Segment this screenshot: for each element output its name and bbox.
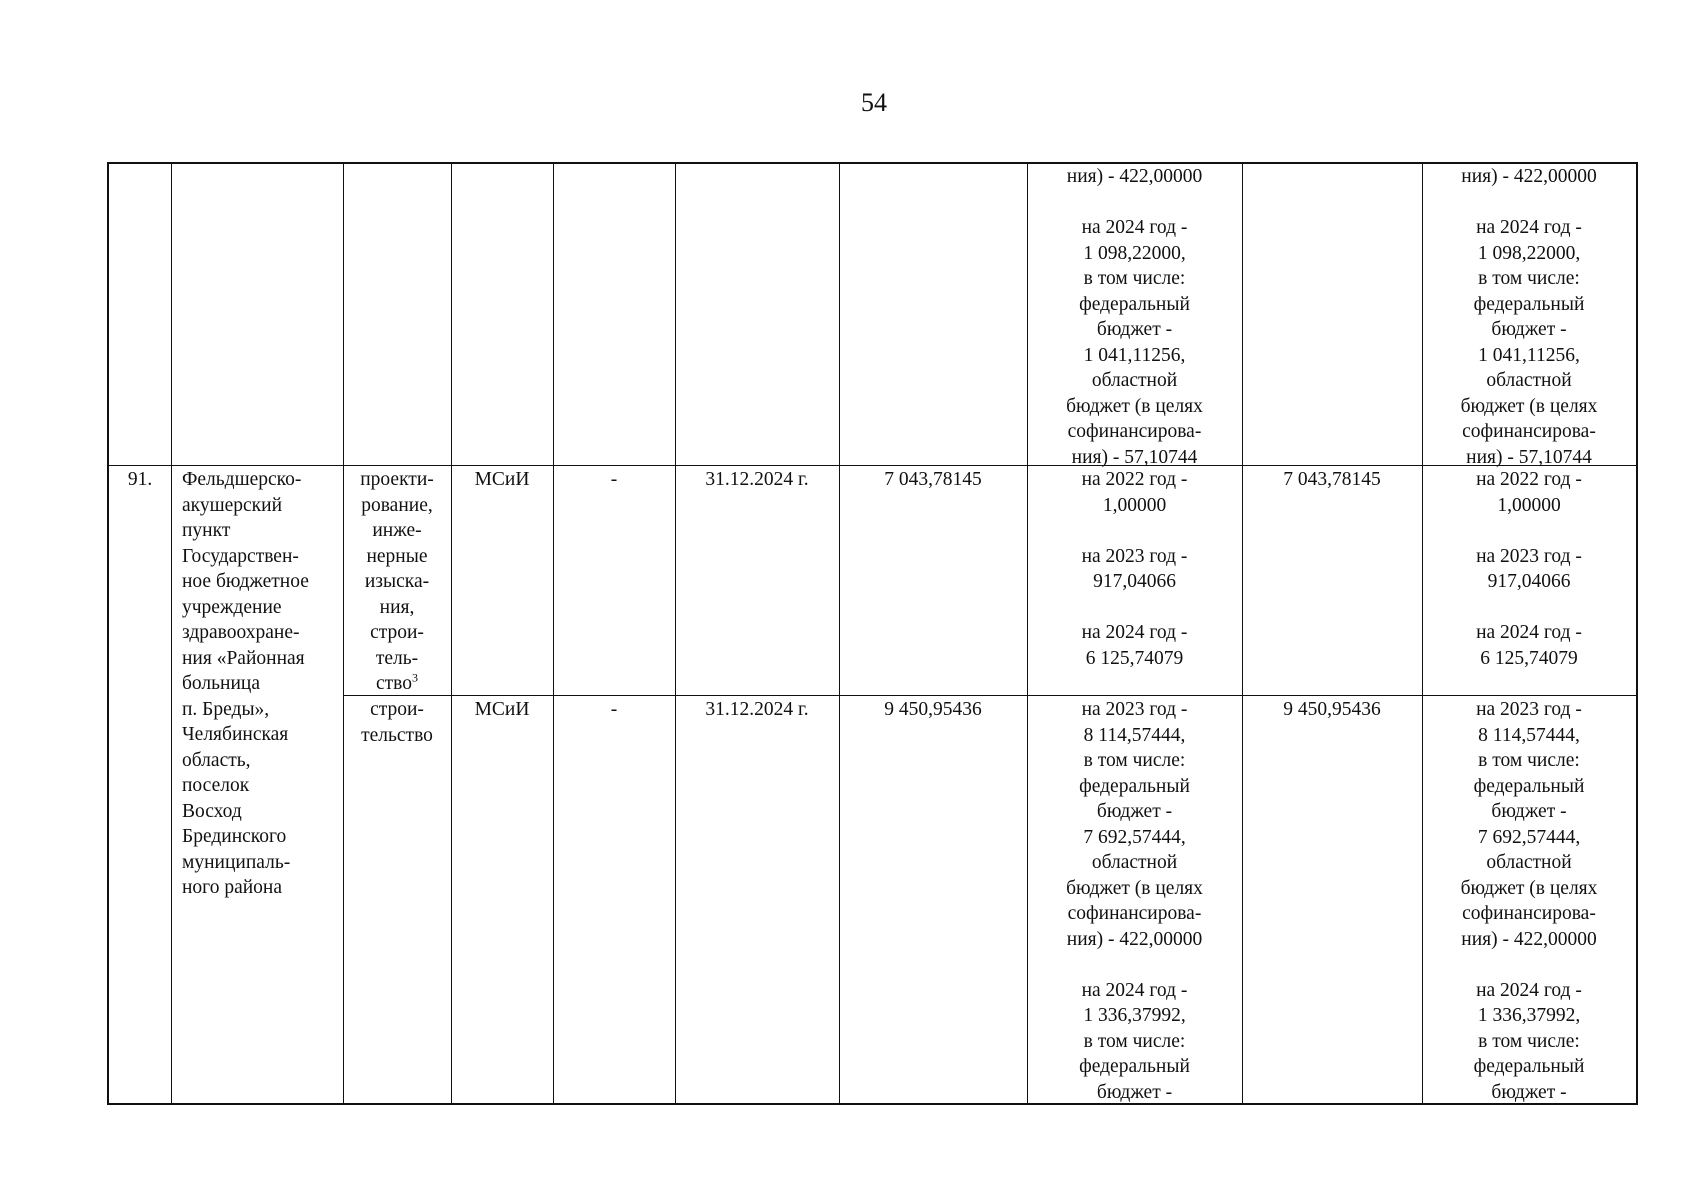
- item-number: 91.: [127, 469, 153, 490]
- customer-cell: МСиИ: [474, 699, 530, 720]
- continuation-financing-1: ния) - 422,00000 на 2024 год - 1 098,22000, в том числе: федеральный бюджет - 1 041,11256, областной бюджет (в целях софинансирова- ния) - 57,10744: [1066, 166, 1203, 468]
- footnote-mark: 3: [412, 670, 418, 685]
- financing-cell-1: на 2022 год - 1,00000 на 2023 год - 917,04066 на 2024 год - 6 125,74079: [1081, 469, 1188, 669]
- cost-cell: 7 043,78145: [884, 469, 982, 490]
- continuation-financing-2: ния) - 422,00000 на 2024 год - 1 098,22000, в том числе: федеральный бюджет - 1 041,11256, областной бюджет (в целях софинансирова- ния) - 57,10744: [1460, 166, 1598, 468]
- capacity-cell: -: [610, 469, 618, 490]
- budget-table: [107, 162, 1638, 1105]
- page-number: 54: [861, 88, 887, 117]
- col-divider: [1242, 164, 1243, 1103]
- row-divider: [109, 465, 1636, 466]
- financing-cell-2: на 2022 год - 1,00000 на 2023 год - 917,04066 на 2024 год - 6 125,74079: [1476, 469, 1582, 669]
- customer-cell: МСиИ: [474, 469, 530, 490]
- deadline-cell: 31.12.2024 г.: [705, 699, 809, 720]
- object-name: Фельдшерско- акушерский пункт Государствен- ное бюджетное учреждение здравоохране- ния «Районная больница п. Бреды», Челябинская область, поселок Восход Брединского муниципаль- ного района: [182, 469, 309, 898]
- col-divider: [553, 164, 554, 1103]
- work-type-construction: строи- тельство: [361, 699, 433, 746]
- financing-cell-1: на 2023 год - 8 114,57444, в том числе: федеральный бюджет - 7 692,57444, областной бюджет (в целях софинансирова- ния) - 422,00000 на 2024 год - 1 336,37992, в том числе: федеральный бюджет -: [1066, 699, 1203, 1103]
- col-divider: [451, 164, 452, 1103]
- cost-cell: 9 450,95436: [884, 699, 982, 720]
- financing-cell-2: на 2023 год - 8 114,57444, в том числе: федеральный бюджет - 7 692,57444, областной бюджет (в целях софинансирова- ния) - 422,00000 на 2024 год - 1 336,37992, в том числе: федеральный бюджет -: [1460, 699, 1598, 1103]
- limit-cell: 7 043,78145: [1283, 469, 1381, 490]
- col-divider: [171, 164, 172, 1103]
- limit-cell: 9 450,95436: [1283, 699, 1381, 720]
- col-divider: [675, 164, 676, 1103]
- work-type-cell: [343, 467, 451, 697]
- row-divider: [343, 695, 1636, 696]
- deadline-cell: 31.12.2024 г.: [705, 469, 809, 490]
- capacity-cell: -: [610, 699, 618, 720]
- col-divider: [839, 164, 840, 1103]
- work-type-design: проекти- рование, инже- нерные изыска- ния, строи- тель- ство: [360, 469, 434, 694]
